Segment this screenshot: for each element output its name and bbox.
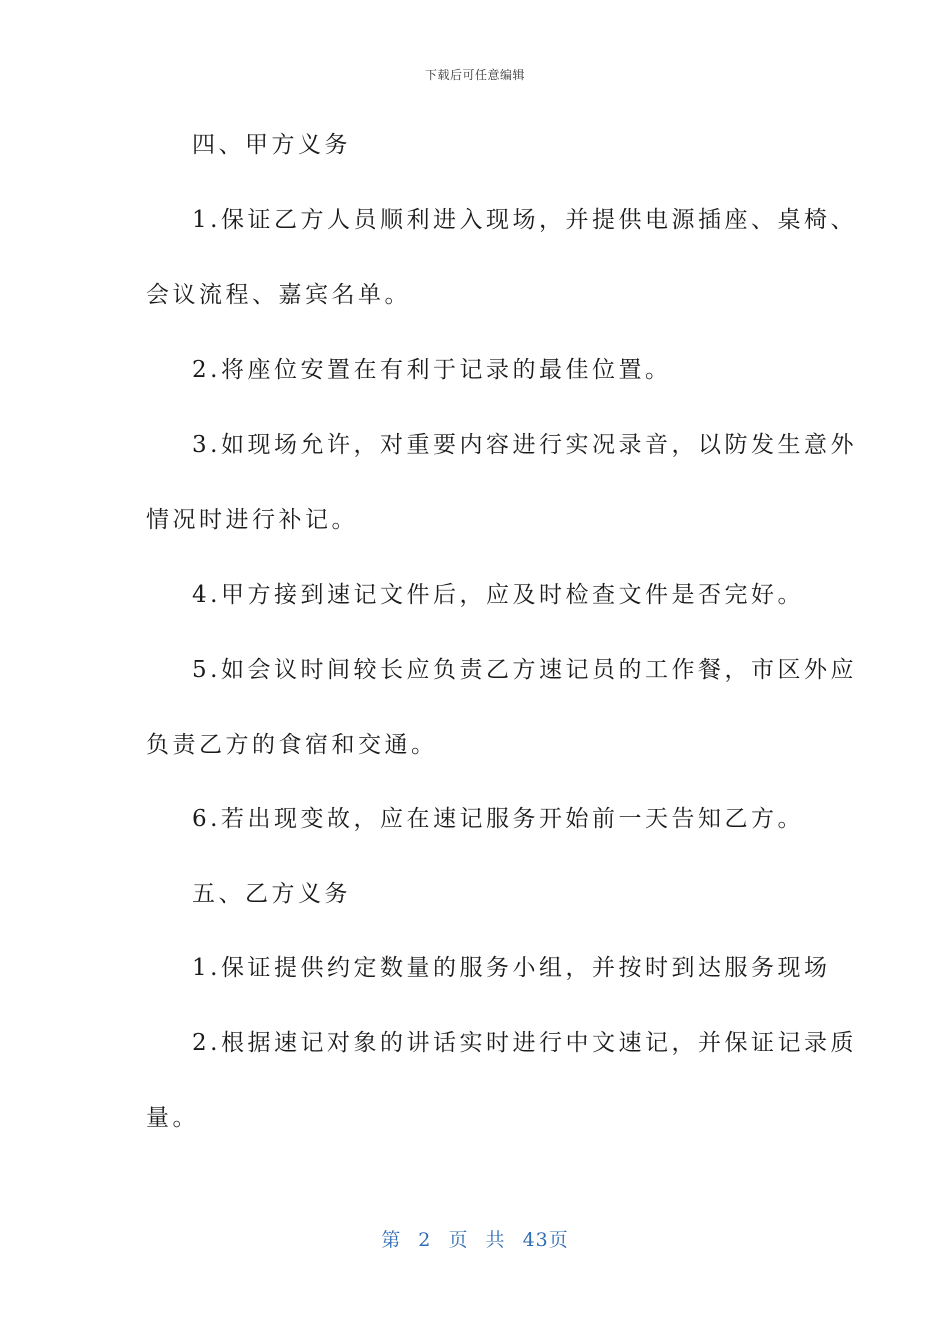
footer-total-label: 共 — [485, 1229, 506, 1251]
footer-page-label: 第 — [381, 1229, 402, 1251]
paragraph-line: 3.如现场允许，对重要内容进行实况录音，以防发生意外 — [192, 432, 857, 458]
paragraph-line: 情况时进行补记。 — [146, 507, 358, 533]
page-footer — [0, 1225, 950, 1252]
footer-total-pages: 43页 — [522, 1229, 569, 1251]
paragraph-line: 2.根据速记对象的讲话实时进行中文速记，并保证记录质 — [192, 1030, 857, 1056]
paragraph-line: 1.保证乙方人员顺利进入现场，并提供电源插座、桌椅、 — [192, 207, 857, 233]
paragraph-line: 1.保证提供约定数量的服务小组，并按时到达服务现场 — [192, 955, 831, 981]
section-heading-party-b-obligations: 五、乙方义务 — [192, 881, 351, 907]
page-header-note: 下载后可任意编辑 — [424, 68, 525, 82]
paragraph-line: 负责乙方的食宿和交通。 — [146, 732, 438, 758]
paragraph-line: 6.若出现变故，应在速记服务开始前一天告知乙方。 — [192, 806, 804, 832]
paragraph-line: 4.甲方接到速记文件后，应及时检查文件是否完好。 — [192, 582, 804, 608]
paragraph-line: 2.将座位安置在有利于记录的最佳位置。 — [192, 357, 672, 383]
footer-page-unit: 页 — [448, 1229, 469, 1251]
paragraph-line: 量。 — [146, 1105, 199, 1131]
paragraph-line: 5.如会议时间较长应负责乙方速记员的工作餐，市区外应 — [192, 657, 857, 683]
paragraph-line: 会议流程、嘉宾名单。 — [146, 282, 411, 308]
section-heading-party-a-obligations: 四、甲方义务 — [192, 132, 351, 158]
footer-current-page: 2 — [418, 1229, 432, 1251]
